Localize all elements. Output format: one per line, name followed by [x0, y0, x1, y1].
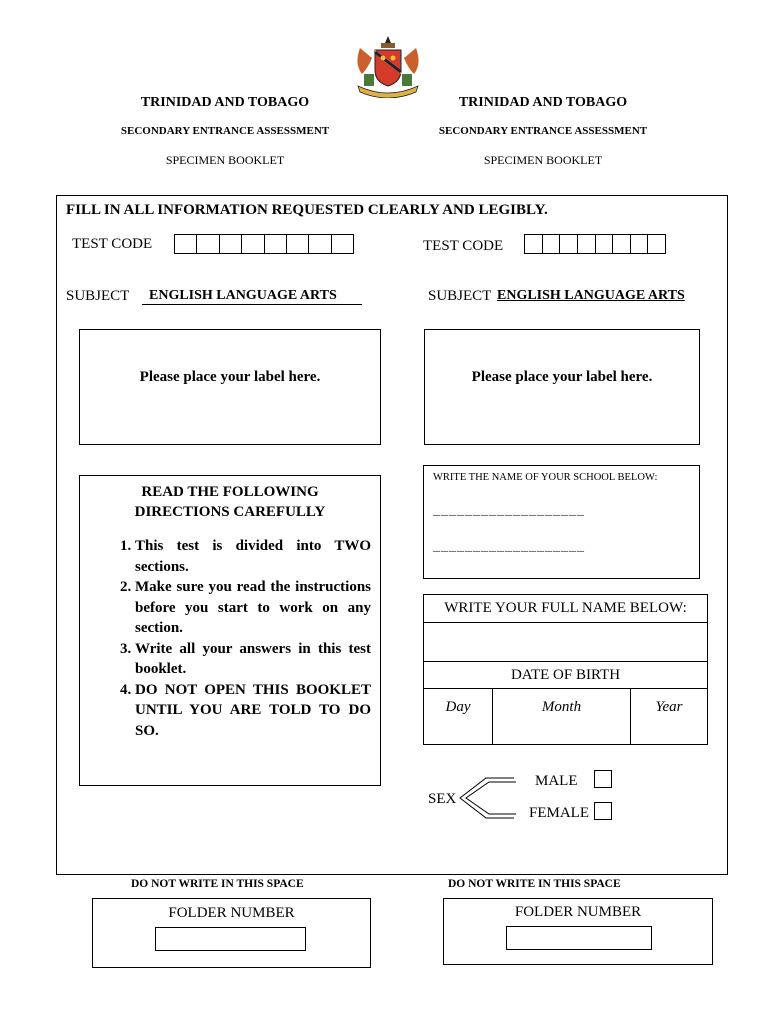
folder-number-input-left[interactable] [155, 927, 306, 951]
test-code-label-left: TEST CODE [72, 236, 153, 252]
label-box-left-text: Please place your label here. [139, 369, 321, 385]
folder-number-box-right [443, 898, 713, 965]
form-instruction: FILL IN ALL INFORMATION REQUESTED CLEARLY AND LEGIBLY. [66, 202, 548, 218]
dob-year-field[interactable] [630, 688, 708, 745]
subject-label-right: SUBJECT [428, 288, 492, 304]
folder-number-label-right: FOLDER NUMBER [514, 904, 642, 920]
directions-title: READ THE FOLLOWING DIRECTIONS CAREFULLY [134, 484, 326, 520]
sex-branch-bracket [458, 776, 518, 820]
sex-label: SEX [428, 791, 457, 807]
folder-number-input-right[interactable] [506, 926, 652, 950]
footer-left-warning: DO NOT WRITE IN THIS SPACE [131, 878, 304, 890]
dob-day-field[interactable] [423, 688, 493, 745]
school-name-line-2: ___________________ [433, 539, 585, 554]
label-box-right-text: Please place your label here. [471, 369, 653, 385]
header-right-exam: SECONDARY ENTRANCE ASSESSMENT [438, 125, 648, 137]
directions-item: 2. Make sure you read the instructions before you start to work on any section. [135, 577, 371, 639]
dob-month-label: Month [541, 699, 582, 715]
directions-box [79, 475, 381, 786]
label-box-right[interactable] [424, 329, 700, 445]
folder-number-box-left [92, 898, 371, 968]
directions-item: 1. This test is divided into TWO sections. [135, 536, 371, 577]
header-left-booklet: SPECIMEN BOOKLET [165, 153, 285, 167]
dob-year-label: Year [655, 699, 683, 715]
dob-label: DATE OF BIRTH [423, 661, 708, 689]
label-box-left[interactable] [79, 329, 381, 445]
test-code-label-right: TEST CODE [423, 238, 504, 254]
sex-male-checkbox[interactable] [594, 770, 612, 788]
sex-female-label: FEMALE [529, 805, 589, 821]
directions-item: 3. Write all your answers in this test booklet. [135, 639, 371, 680]
school-name-box[interactable] [423, 465, 700, 579]
header-left-exam: SECONDARY ENTRANCE ASSESSMENT [120, 125, 330, 137]
dob-day-label: Day [445, 699, 471, 715]
coat-of-arms-emblem [350, 34, 426, 98]
subject-value-right: ENGLISH LANGUAGE ARTS [497, 288, 685, 303]
sex-male-label: MALE [535, 773, 578, 789]
directions-list [89, 536, 371, 741]
folder-number-label-left: FOLDER NUMBER [168, 905, 295, 921]
subject-label-left: SUBJECT [66, 288, 130, 304]
sex-female-checkbox[interactable] [594, 802, 612, 820]
full-name-input[interactable] [423, 622, 708, 662]
full-name-label: WRITE YOUR FULL NAME BELOW: [423, 594, 708, 623]
directions-item: 4. DO NOT OPEN THIS BOOKLET UNTIL YOU ARE TOLD TO DO SO. [135, 680, 371, 742]
header-right-booklet: SPECIMEN BOOKLET [483, 153, 603, 167]
school-name-line-1: ___________________ [433, 503, 585, 518]
test-code-input-left[interactable] [174, 234, 354, 254]
dob-month-field[interactable] [492, 688, 631, 745]
header-left-country: TRINIDAD AND TOBAGO [140, 95, 310, 110]
header-right-country: TRINIDAD AND TOBAGO [458, 95, 628, 110]
footer-right-warning: DO NOT WRITE IN THIS SPACE [448, 878, 621, 890]
subject-value-left: ENGLISH LANGUAGE ARTS [142, 288, 362, 305]
school-name-label: WRITE THE NAME OF YOUR SCHOOL BELOW: [433, 472, 658, 483]
test-code-input-right[interactable] [524, 234, 666, 254]
